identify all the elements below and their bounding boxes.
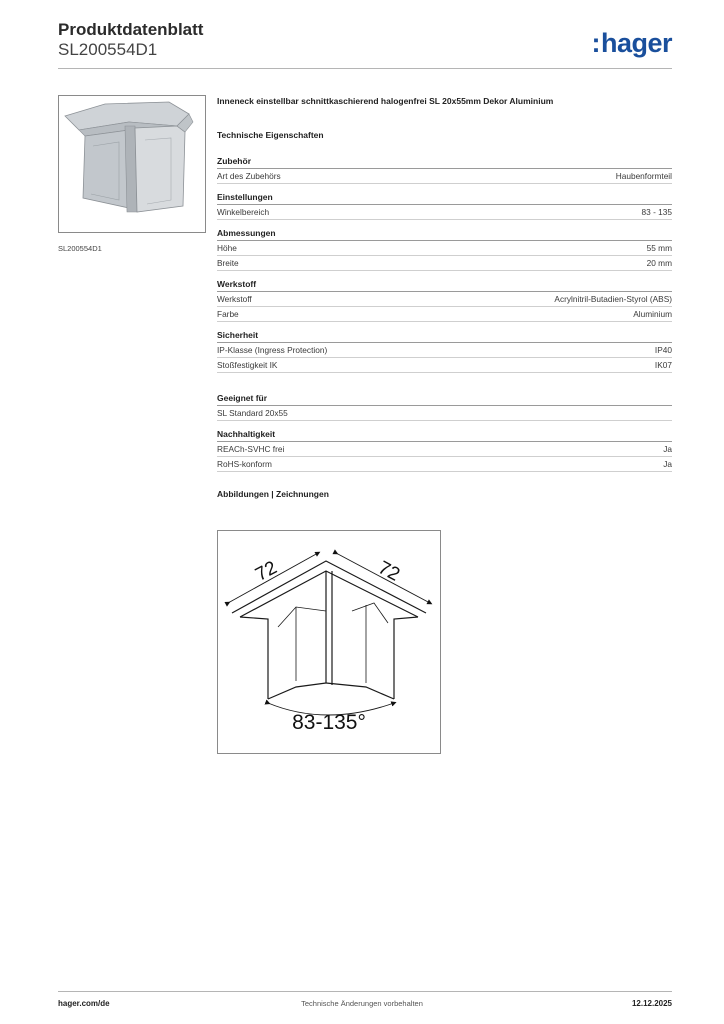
property-row: [217, 169, 672, 184]
hager-logo: :hager: [591, 28, 672, 58]
footer-date: 12.12.2025: [631, 999, 672, 1008]
footer-note: Technische Änderungen vorbehalten: [301, 999, 423, 1008]
page-title: Produktdatenblatt: [58, 20, 204, 39]
property-label: SL Standard 20x55: [217, 408, 288, 418]
property-value: Acrylnitril-Butadien-Styrol (ABS): [554, 294, 672, 304]
property-row: [217, 292, 672, 307]
drawings-title: Abbildungen | Zeichnungen: [217, 489, 329, 499]
group-title: Werkstoff: [217, 279, 672, 292]
property-value: Haubenformteil: [615, 171, 672, 181]
footer-divider: [58, 991, 672, 992]
group-einstellungen: [217, 192, 672, 220]
property-label: REACh-SVHC frei: [217, 444, 285, 454]
property-row: [217, 442, 672, 457]
property-value: Ja: [663, 444, 672, 454]
group-werkstoff: [217, 279, 672, 322]
dimension-label-left: 72: [252, 557, 281, 586]
product-number: SL200554D1: [58, 40, 158, 59]
dimension-label-right: 72: [374, 557, 404, 586]
property-row: [217, 343, 672, 358]
property-label: Farbe: [217, 309, 239, 319]
group-title: Zubehör: [217, 156, 672, 169]
property-row: [217, 406, 672, 421]
property-label: IP-Klasse (Ingress Protection): [217, 345, 328, 355]
property-label: Stoßfestigkeit IK: [217, 360, 278, 370]
footer-website[interactable]: hager.com/de: [58, 999, 110, 1008]
technical-drawing: [217, 530, 441, 754]
property-value: IP40: [654, 345, 672, 355]
group-title: Geeignet für: [217, 393, 672, 406]
logo-text: hager: [600, 28, 672, 58]
property-label: Art des Zubehörs: [217, 171, 281, 181]
property-label: Breite: [217, 258, 239, 268]
header-divider: [58, 68, 672, 69]
group-geeignet-fuer: [217, 393, 672, 421]
property-label: Werkstoff: [217, 294, 252, 304]
property-value: Aluminium: [633, 309, 672, 319]
product-image-caption: SL200554D1: [58, 244, 102, 253]
group-zubehoer: [217, 156, 672, 184]
property-row: [217, 256, 672, 271]
property-row: [217, 307, 672, 322]
group-title: Sicherheit: [217, 330, 672, 343]
group-sicherheit: [217, 330, 672, 373]
property-value: 55 mm: [646, 243, 672, 253]
group-title: Einstellungen: [217, 192, 672, 205]
property-row: [217, 457, 672, 472]
angle-label: 83-135°: [292, 711, 366, 734]
group-abmessungen: [217, 228, 672, 271]
property-value: 83 - 135: [641, 207, 672, 217]
product-details: [217, 96, 672, 499]
product-description: Inneneck einstellbar schnittkaschierend halogenfrei SL 20x55mm Dekor Aluminium: [217, 96, 554, 106]
product-image: [58, 95, 206, 233]
group-title: Nachhaltigkeit: [217, 429, 672, 442]
property-value: 20 mm: [646, 258, 672, 268]
section-title: Technische Eigenschaften: [217, 130, 324, 140]
property-row: [217, 241, 672, 256]
property-value: IK07: [654, 360, 672, 370]
inner-corner-illustration: [59, 96, 205, 232]
property-value: Ja: [663, 459, 672, 469]
group-nachhaltigkeit: [217, 429, 672, 472]
group-title: Abmessungen: [217, 228, 672, 241]
property-label: Winkelbereich: [217, 207, 270, 217]
property-row: [217, 205, 672, 220]
property-label: Höhe: [217, 243, 237, 253]
property-row: [217, 358, 672, 373]
property-label: RoHS-konform: [217, 459, 272, 469]
